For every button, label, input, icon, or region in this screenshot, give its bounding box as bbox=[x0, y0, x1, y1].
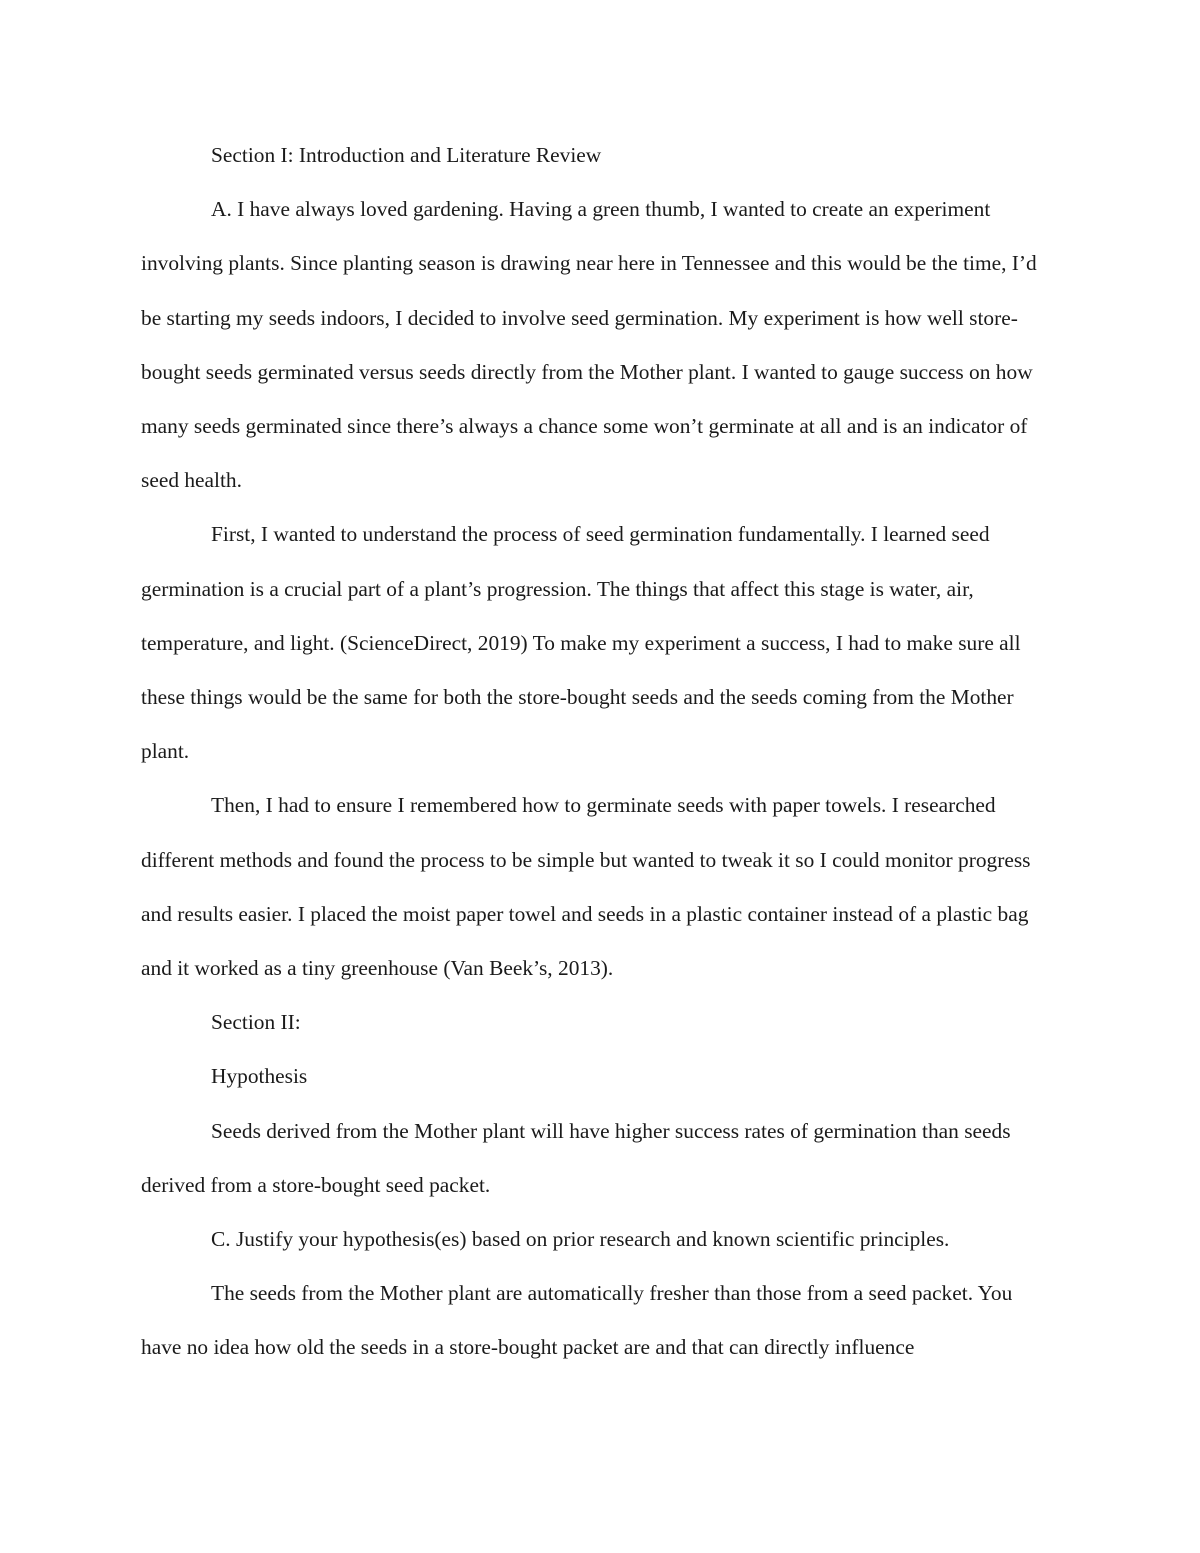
paragraph-germination-process: First, I wanted to understand the process of seed germination fundamentally. I learned seed germination is a crucial part of a plant’s progression. The things that affect this stage is water, air, temperature, and light. (ScienceDirect, 2019) To make my experiment a success, I had to make sure all these things would be the same for both the store-bought seeds and the seeds coming from the Mother plant. bbox=[141, 522, 1021, 764]
paragraph-justification: The seeds from the Mother plant are automatically fresher than those from a seed packet. You have no idea how old the seeds in a store-bought packet are and that can directly influence bbox=[141, 1281, 1013, 1360]
hypothesis-heading: Hypothesis bbox=[211, 1064, 308, 1089]
section-1-heading: Section I: Introduction and Literature Review bbox=[211, 143, 602, 167]
prompt-justify-hypothesis: C. Justify your hypothesis(es) based on prior research and known scientific principles. bbox=[211, 1227, 950, 1252]
paragraph-paper-towel-method: Then, I had to ensure I remembered how to germinate seeds with paper towels. I researched different methods and found the process to be simple but wanted to tweak it so I could monitor progress and results easier. I placed the moist paper towel and seeds in a plastic container instead of a plastic bag and it worked as a tiny greenhouse (Van Beek’s, 2013). bbox=[141, 793, 1031, 981]
paragraph-introduction: A. I have always loved gardening. Having a green thumb, I wanted to create an experiment involving plants. Since planting season is drawing near here in Tennessee and this would be the time, I’d be starting my seeds indoors, I decided to involve seed germination. My experiment is how well store-bought seeds germinated versus seeds directly from the Mother plant. I wanted to gauge success on how many seeds germinated since there’s always a chance some won’t germinate at all and is an indicator of seed health. bbox=[141, 197, 1037, 493]
paragraph-hypothesis: Seeds derived from the Mother plant will have higher success rates of germination than seeds derived from a store-bought seed packet. bbox=[141, 1118, 1011, 1197]
section-2-heading: Section II: bbox=[211, 1010, 301, 1035]
document-body bbox=[141, 128, 1056, 1375]
